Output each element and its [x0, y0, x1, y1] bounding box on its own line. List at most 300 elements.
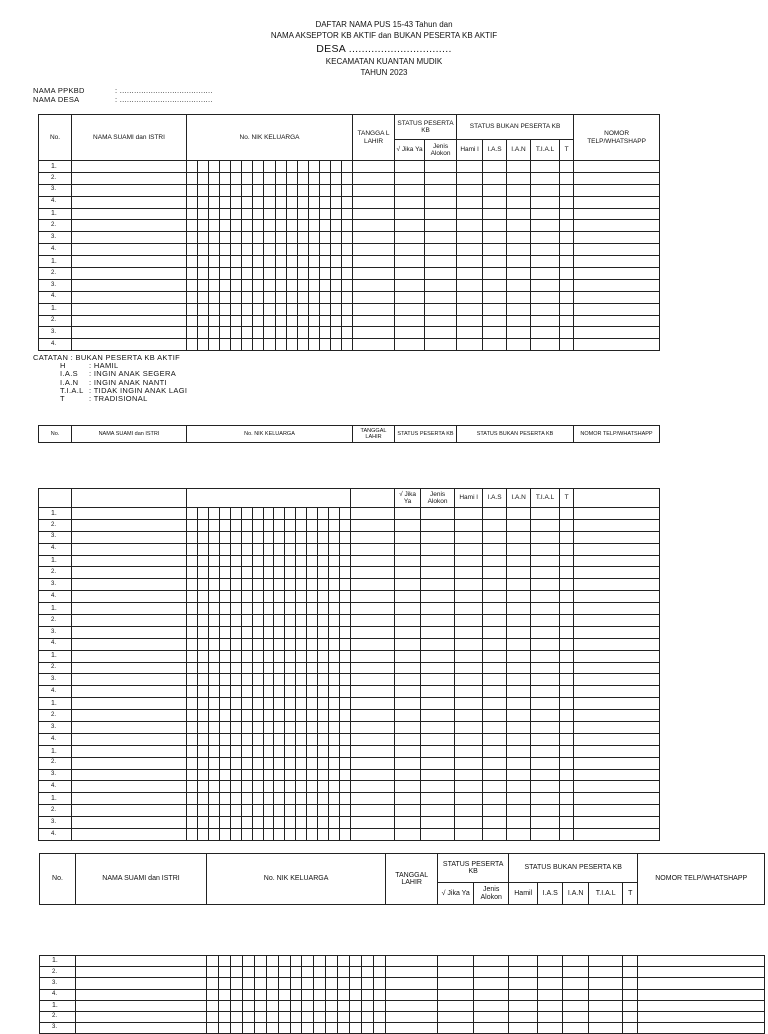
nik-digit-cell: [198, 279, 209, 291]
nik-digit-cell: [198, 315, 209, 327]
nomor-cell: [574, 508, 660, 520]
tanggal-lahir-cell: [351, 543, 395, 555]
tanggal-lahir-cell: [353, 232, 395, 244]
nik-digit-cell: [307, 710, 318, 722]
nik-digit-cell: [340, 567, 351, 579]
nik-digit-cell: [231, 829, 242, 841]
nik-digit-cell: [285, 829, 296, 841]
tial-cell: [531, 161, 560, 173]
nik-digit-cell: [242, 244, 253, 256]
nik-digit-cell: [285, 531, 296, 543]
row-number: 2.: [39, 567, 72, 579]
ias-cell: [483, 555, 507, 567]
tanggal-lahir-cell: [386, 1000, 438, 1011]
nik-digit-cell: [264, 184, 276, 196]
nik-digit-cell: [331, 339, 342, 351]
nama-cell: [72, 339, 187, 351]
nik-digit-cell: [318, 781, 329, 793]
hamil-cell: [457, 268, 483, 280]
nik-digit-cell: [231, 674, 242, 686]
nik-digit-cell: [231, 793, 242, 805]
nik-digit-cell: [207, 1011, 219, 1022]
nik-digit-cell: [264, 268, 276, 280]
nik-digit-cell: [242, 279, 253, 291]
nik-digit-cell: [187, 555, 198, 567]
nik-digit-cell: [274, 650, 285, 662]
nik-digit-cell: [264, 710, 274, 722]
nik-digit-cell: [198, 686, 209, 698]
nik-digit-cell: [326, 956, 338, 967]
nik-digit-cell: [253, 579, 264, 591]
ian-cell: [507, 508, 531, 520]
nik-digit-cell: [318, 722, 329, 734]
form-title-line-1: DAFTAR NAMA PUS 15-43 Tahun dan: [315, 20, 453, 29]
nik-digit-cell: [279, 978, 291, 989]
nik-digit-cell: [209, 161, 220, 173]
hamil-cell: [455, 793, 483, 805]
jenis-alokon-cell: [421, 650, 455, 662]
table-row: [39, 579, 660, 591]
tial-cell: [531, 567, 560, 579]
nik-digit-cell: [209, 781, 220, 793]
t-cell: [560, 626, 574, 638]
row-number: 4.: [39, 244, 72, 256]
nik-digit-cell: [285, 769, 296, 781]
nik-digit-cell: [187, 650, 198, 662]
nik-digit-cell: [342, 303, 353, 315]
nik-digit-cell: [242, 710, 253, 722]
jenis-alokon-cell: [474, 978, 509, 989]
nik-digit-cell: [291, 1023, 302, 1034]
jenis-alokon-cell: [421, 674, 455, 686]
nik-digit-cell: [231, 591, 242, 603]
nik-digit-cell: [285, 615, 296, 627]
tial-cell: [531, 315, 560, 327]
nik-digit-cell: [296, 674, 307, 686]
nik-digit-cell: [342, 268, 353, 280]
tanggal-lahir-cell: [351, 733, 395, 745]
nomor-cell: [574, 172, 660, 184]
nik-digit-cell: [307, 686, 318, 698]
nik-digit-cell: [253, 781, 264, 793]
nomor-cell: [574, 805, 660, 817]
nik-digit-cell: [231, 220, 242, 232]
nik-digit-cell: [242, 733, 253, 745]
nik-digit-cell: [198, 508, 209, 520]
nik-digit-cell: [187, 531, 198, 543]
nik-digit-cell: [253, 638, 264, 650]
nik-digit-cell: [253, 184, 264, 196]
nik-digit-cell: [264, 303, 276, 315]
table-row: [40, 1000, 765, 1011]
nik-digit-cell: [318, 757, 329, 769]
nik-digit-cell: [231, 698, 242, 710]
nik-digit-cell: [253, 232, 264, 244]
nik-digit-cell: [253, 817, 264, 829]
ian-cell: [507, 519, 531, 531]
nik-digit-cell: [198, 555, 209, 567]
nik-digit-cell: [274, 626, 285, 638]
nik-digit-cell: [342, 279, 353, 291]
ias-cell: [483, 519, 507, 531]
jenis-alokon-cell: [421, 662, 455, 674]
nik-digit-cell: [338, 989, 350, 1000]
table-row: [39, 603, 660, 615]
nik-digit-cell: [340, 805, 351, 817]
nama-cell: [76, 978, 207, 989]
nik-digit-cell: [198, 531, 209, 543]
ian-cell: [507, 615, 531, 627]
nik-digit-cell: [296, 745, 307, 757]
nomor-cell: [638, 967, 765, 978]
nik-digit-cell: [340, 519, 351, 531]
nik-digit-cell: [187, 232, 198, 244]
nik-digit-cell: [242, 268, 253, 280]
col-header-tanggal-lahir: TANGGAL LAHIR: [386, 854, 438, 905]
nik-digit-cell: [276, 244, 287, 256]
nik-digit-cell: [276, 220, 287, 232]
nik-digit-cell: [285, 650, 296, 662]
nik-digit-cell: [342, 196, 353, 208]
nik-digit-cell: [314, 1023, 326, 1034]
nik-digit-cell: [276, 279, 287, 291]
jika-ya-cell: [395, 722, 421, 734]
nik-digit-cell: [231, 315, 242, 327]
col-header-jika-ya: √ Jika Ya: [438, 883, 474, 905]
jenis-alokon-cell: [421, 567, 455, 579]
nik-digit-cell: [207, 978, 219, 989]
nik-digit-cell: [209, 757, 220, 769]
nik-digit-cell: [298, 220, 309, 232]
tial-cell: [531, 686, 560, 698]
nik-digit-cell: [329, 508, 340, 520]
nik-digit-cell: [231, 805, 242, 817]
t-cell: [560, 817, 574, 829]
nomor-cell: [574, 650, 660, 662]
nik-digit-cell: [242, 615, 253, 627]
nik-digit-cell: [342, 256, 353, 268]
jika-ya-cell: [395, 519, 421, 531]
nik-digit-cell: [274, 769, 285, 781]
nik-digit-cell: [329, 722, 340, 734]
nik-digit-cell: [242, 555, 253, 567]
nik-digit-cell: [220, 603, 231, 615]
nik-digit-cell: [287, 279, 298, 291]
nik-digit-cell: [285, 793, 296, 805]
nik-digit-cell: [331, 172, 342, 184]
nik-digit-cell: [253, 543, 264, 555]
jika-ya-cell: [395, 508, 421, 520]
nik-digit-cell: [253, 745, 264, 757]
nik-digit-cell: [243, 989, 255, 1000]
nik-digit-cell: [320, 196, 331, 208]
nik-digit-cell: [220, 315, 231, 327]
nik-digit-cell: [314, 956, 326, 967]
nik-digit-cell: [274, 579, 285, 591]
nik-digit-cell: [309, 220, 320, 232]
nik-digit-cell: [198, 745, 209, 757]
nomor-cell: [574, 232, 660, 244]
hamil-cell: [455, 757, 483, 769]
tial-cell: [531, 232, 560, 244]
tial-cell: [531, 650, 560, 662]
nik-digit-cell: [220, 519, 231, 531]
col-header-status-peserta: STATUS PESERTA KB: [438, 854, 509, 883]
nik-digit-cell: [287, 208, 298, 220]
row-number: 3.: [39, 817, 72, 829]
nik-digit-cell: [264, 805, 274, 817]
nik-digit-cell: [296, 722, 307, 734]
tanggal-lahir-cell: [353, 244, 395, 256]
nik-digit-cell: [242, 327, 253, 339]
col-header-jika-ya: √ Jika Ya: [395, 140, 425, 161]
tanggal-lahir-cell: [386, 967, 438, 978]
hamil-cell: [457, 256, 483, 268]
ian-cell: [507, 327, 531, 339]
row-number: 4.: [39, 196, 72, 208]
tial-cell: [589, 967, 623, 978]
tial-cell: [531, 256, 560, 268]
table-row: [39, 698, 660, 710]
header-strip-table: [38, 425, 660, 443]
nik-digit-cell: [350, 956, 362, 967]
tial-cell: [531, 291, 560, 303]
nama-cell: [72, 662, 187, 674]
nik-digit-cell: [220, 579, 231, 591]
nik-digit-cell: [340, 543, 351, 555]
row-number: 2.: [39, 757, 72, 769]
nik-digit-cell: [318, 805, 329, 817]
jika-ya-cell: [395, 279, 425, 291]
nik-digit-cell: [307, 781, 318, 793]
nik-digit-cell: [187, 339, 198, 351]
nik-digit-cell: [298, 291, 309, 303]
nik-digit-cell: [231, 256, 242, 268]
nik-digit-cell: [198, 220, 209, 232]
nik-digit-cell: [219, 978, 231, 989]
nik-digit-cell: [285, 733, 296, 745]
nik-digit-cell: [220, 555, 231, 567]
nik-digit-cell: [320, 291, 331, 303]
nomor-cell: [574, 745, 660, 757]
nik-digit-cell: [231, 733, 242, 745]
jenis-alokon-cell: [425, 208, 457, 220]
nik-digit-cell: [207, 1000, 219, 1011]
nik-digit-cell: [320, 339, 331, 351]
ian-cell: [507, 279, 531, 291]
ian-cell: [507, 303, 531, 315]
nik-digit-cell: [285, 543, 296, 555]
ias-cell: [483, 339, 507, 351]
nik-digit-cell: [209, 268, 220, 280]
nik-digit-cell: [220, 638, 231, 650]
nik-digit-cell: [253, 615, 264, 627]
table-row: [40, 978, 765, 989]
ias-cell: [483, 579, 507, 591]
nik-digit-cell: [331, 303, 342, 315]
nik-digit-cell: [253, 268, 264, 280]
t-cell: [560, 615, 574, 627]
nik-digit-cell: [187, 220, 198, 232]
nik-digit-cell: [274, 615, 285, 627]
nik-digit-cell: [287, 339, 298, 351]
nik-digit-cell: [207, 967, 219, 978]
note-code: T.I.A.L: [60, 385, 84, 395]
jika-ya-cell: [395, 733, 421, 745]
nik-digit-cell: [307, 531, 318, 543]
nik-digit-cell: [285, 805, 296, 817]
ias-cell: [483, 733, 507, 745]
nama-cell: [72, 519, 187, 531]
nik-digit-cell: [242, 567, 253, 579]
nik-digit-cell: [198, 805, 209, 817]
jenis-alokon-cell: [421, 543, 455, 555]
row-number: 1.: [40, 1000, 76, 1011]
tanggal-lahir-cell: [353, 339, 395, 351]
nik-digit-cell: [253, 793, 264, 805]
col-header-hamil: Hami l: [455, 489, 483, 508]
nik-digit-cell: [187, 662, 198, 674]
nama-cell: [72, 184, 187, 196]
jika-ya-cell: [395, 638, 421, 650]
nik-digit-cell: [187, 591, 198, 603]
ian-cell: [507, 638, 531, 650]
tial-cell: [531, 829, 560, 841]
nama-cell: [72, 769, 187, 781]
nik-digit-cell: [231, 650, 242, 662]
nama-cell: [72, 650, 187, 662]
nik-digit-cell: [307, 674, 318, 686]
ian-cell: [507, 567, 531, 579]
jika-ya-cell: [395, 244, 425, 256]
nik-digit-cell: [296, 650, 307, 662]
tial-cell: [531, 555, 560, 567]
nik-digit-cell: [331, 268, 342, 280]
t-cell: [560, 591, 574, 603]
nik-digit-cell: [309, 172, 320, 184]
nomor-cell: [574, 291, 660, 303]
hamil-cell: [509, 978, 538, 989]
ian-cell: [507, 710, 531, 722]
nik-digit-cell: [296, 781, 307, 793]
tanggal-lahir-cell: [351, 638, 395, 650]
ian-cell: [563, 1011, 589, 1022]
nik-digit-cell: [285, 722, 296, 734]
nik-digit-cell: [329, 603, 340, 615]
hamil-cell: [455, 555, 483, 567]
nik-digit-cell: [209, 555, 220, 567]
nik-digit-cell: [220, 626, 231, 638]
nik-digit-cell: [374, 978, 386, 989]
nik-digit-cell: [320, 327, 331, 339]
nik-digit-cell: [231, 543, 242, 555]
ian-cell: [563, 1000, 589, 1011]
nik-digit-cell: [198, 698, 209, 710]
table-row: [39, 339, 660, 351]
nik-digit-cell: [209, 232, 220, 244]
nik-digit-cell: [296, 710, 307, 722]
nik-digit-cell: [231, 161, 242, 173]
nik-digit-cell: [298, 339, 309, 351]
nik-digit-cell: [264, 531, 274, 543]
nik-digit-cell: [318, 793, 329, 805]
nik-digit-cell: [274, 829, 285, 841]
nik-digit-cell: [231, 268, 242, 280]
ian-cell: [507, 339, 531, 351]
nik-digit-cell: [298, 327, 309, 339]
nik-digit-cell: [274, 793, 285, 805]
ias-cell: [483, 757, 507, 769]
nik-digit-cell: [287, 327, 298, 339]
nik-digit-cell: [209, 184, 220, 196]
nomor-cell: [574, 184, 660, 196]
nik-digit-cell: [242, 339, 253, 351]
nik-digit-cell: [231, 1011, 243, 1022]
ian-cell: [507, 220, 531, 232]
col-header-t: T: [623, 883, 638, 905]
nik-digit-cell: [329, 686, 340, 698]
nik-digit-cell: [187, 268, 198, 280]
nik-digit-cell: [253, 674, 264, 686]
nik-digit-cell: [242, 829, 253, 841]
nik-digit-cell: [198, 829, 209, 841]
nik-digit-cell: [209, 196, 220, 208]
tanggal-lahir-cell: [351, 698, 395, 710]
row-number: 1.: [39, 603, 72, 615]
nik-digit-cell: [279, 967, 291, 978]
nik-digit-cell: [285, 567, 296, 579]
t-cell: [560, 172, 574, 184]
nik-digit-cell: [264, 615, 274, 627]
nik-digit-cell: [243, 956, 255, 967]
nik-digit-cell: [302, 1000, 314, 1011]
jenis-alokon-cell: [421, 793, 455, 805]
nik-digit-cell: [264, 196, 276, 208]
ias-cell: [483, 268, 507, 280]
t-cell: [560, 769, 574, 781]
ias-cell: [483, 291, 507, 303]
nik-digit-cell: [264, 579, 274, 591]
nik-digit-cell: [187, 781, 198, 793]
nik-digit-cell: [209, 208, 220, 220]
nik-digit-cell: [242, 686, 253, 698]
nik-digit-cell: [276, 315, 287, 327]
nomor-cell: [574, 626, 660, 638]
nama-cell: [72, 268, 187, 280]
col-header-nik: No. NIK KELUARGA: [187, 115, 353, 161]
hamil-cell: [455, 579, 483, 591]
nik-digit-cell: [231, 339, 242, 351]
nik-digit-cell: [220, 805, 231, 817]
nik-digit-cell: [264, 519, 274, 531]
nik-digit-cell: [242, 232, 253, 244]
note-desc: : INGIN ANAK SEGERA: [89, 369, 177, 379]
nik-digit-cell: [220, 279, 231, 291]
tanggal-lahir-cell: [351, 603, 395, 615]
nik-digit-cell: [253, 291, 264, 303]
nik-digit-cell: [198, 184, 209, 196]
ias-cell: [483, 184, 507, 196]
nik-digit-cell: [340, 615, 351, 627]
note-code: I.A.S: [60, 369, 79, 379]
nik-digit-cell: [209, 519, 220, 531]
jika-ya-cell: [438, 989, 474, 1000]
note-desc: : HAMIL: [89, 361, 119, 371]
nik-digit-cell: [198, 232, 209, 244]
t-cell: [560, 686, 574, 698]
nik-digit-cell: [267, 1023, 279, 1034]
nik-digit-cell: [287, 172, 298, 184]
